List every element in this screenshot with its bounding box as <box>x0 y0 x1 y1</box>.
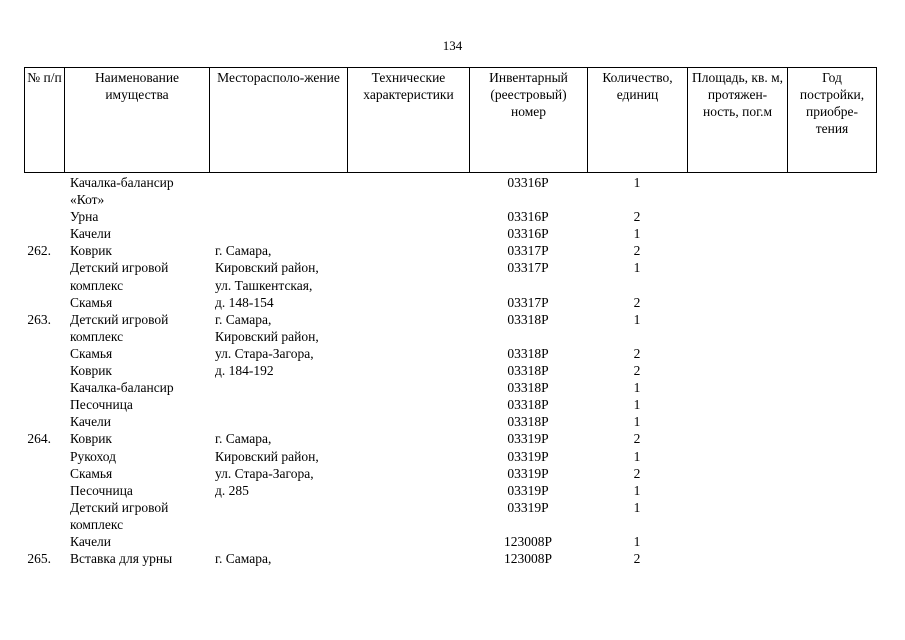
inventory-number: 03319Р <box>507 431 549 447</box>
table-row <box>24 277 876 294</box>
table-row <box>24 311 876 328</box>
item-name: Вставка для урны <box>70 551 173 567</box>
item-name: Качалка-балансир <box>70 175 174 190</box>
quantity: 2 <box>633 465 641 481</box>
row-number: 265. <box>27 551 51 567</box>
item-location: ул. Стара-Загора, <box>215 345 314 361</box>
item-name: Качалка-балансир <box>70 380 174 396</box>
item-location: г. Самара, <box>215 311 272 327</box>
quantity: 1 <box>633 226 641 242</box>
item-name: Рукоход <box>70 448 117 464</box>
inventory-number: 03318Р <box>507 414 549 430</box>
table-row <box>24 379 876 396</box>
quantity: 2 <box>633 551 641 567</box>
table-row <box>24 362 876 379</box>
quantity: 1 <box>633 533 641 549</box>
quantity: 2 <box>633 345 641 361</box>
table-row <box>24 413 876 430</box>
quantity: 2 <box>633 209 641 225</box>
header-technical: Технические характеристики <box>348 68 470 173</box>
item-name: Качели <box>70 414 112 430</box>
inventory-number: 03316Р <box>507 226 549 242</box>
table-row <box>24 328 876 345</box>
quantity: 1 <box>633 397 641 413</box>
header-location: Месторасполо-жение <box>210 68 348 173</box>
page-number: 134 <box>442 38 463 53</box>
table-row <box>24 396 876 413</box>
table-row <box>24 499 876 516</box>
row-number: 262. <box>27 243 51 259</box>
inventory-number: 03316Р <box>507 175 549 190</box>
item-name: Детский игровой <box>70 499 169 515</box>
quantity: 1 <box>633 499 641 515</box>
header-area: Площадь, кв. м, протяжен-ность, пог.м <box>688 68 788 173</box>
quantity: 2 <box>633 431 641 447</box>
table-row <box>24 208 876 225</box>
header-name: Наименование имущества <box>65 68 210 173</box>
inventory-number: 03319Р <box>507 448 549 464</box>
table-header <box>24 67 877 173</box>
quantity: 1 <box>633 311 641 327</box>
quantity: 1 <box>633 482 641 498</box>
table-row <box>24 294 876 311</box>
item-name: Коврик <box>70 431 112 447</box>
quantity: 1 <box>633 448 641 464</box>
item-name: Песочница <box>70 482 133 498</box>
header-inventory: Инвентарный (реестровый) номер <box>470 68 588 173</box>
inventory-number: 03318Р <box>507 397 549 413</box>
row-number: 263. <box>27 311 51 327</box>
item-location: ул. Стара-Загора, <box>215 465 314 481</box>
item-location: д. 148-154 <box>215 294 274 310</box>
quantity: 1 <box>633 260 641 276</box>
item-location: Кировский район, <box>215 328 319 344</box>
item-name: комплекс <box>70 516 124 532</box>
item-name: Урна <box>70 209 99 225</box>
inventory-number: 03318Р <box>507 345 549 361</box>
table-row <box>24 482 876 499</box>
item-name: Качели <box>70 226 112 242</box>
inventory-number: 03317Р <box>507 260 549 276</box>
item-location: ул. Ташкентская, <box>215 277 313 293</box>
item-name: Скамья <box>70 465 113 481</box>
table-row <box>24 430 876 447</box>
inventory-number: 123008Р <box>503 551 552 567</box>
inventory-number: 03317Р <box>507 294 549 310</box>
item-name: Скамья <box>70 345 113 361</box>
header-quantity: Количество, единиц <box>588 68 688 173</box>
table-row <box>24 345 876 362</box>
item-location: г. Самара, <box>215 243 272 259</box>
inventory-number: 123008Р <box>503 533 552 549</box>
quantity: 2 <box>633 243 641 259</box>
item-name: Качели <box>70 533 112 549</box>
inventory-number: 03318Р <box>507 311 549 327</box>
item-location: Кировский район, <box>215 260 319 276</box>
inventory-number: 03317Р <box>507 243 549 259</box>
table-row <box>24 191 876 208</box>
item-location: г. Самара, <box>215 551 272 567</box>
inventory-number: 03318Р <box>507 380 549 396</box>
item-name: Песочница <box>70 397 133 413</box>
item-name: «Кот» <box>70 192 105 208</box>
quantity: 2 <box>633 363 641 379</box>
item-location: д. 184-192 <box>215 363 274 379</box>
item-name: Коврик <box>70 243 112 259</box>
table-row <box>24 516 876 533</box>
quantity: 1 <box>633 175 641 190</box>
row-number: 264. <box>27 431 51 447</box>
item-name: комплекс <box>70 328 124 344</box>
inventory-number: 03319Р <box>507 499 549 515</box>
header-num: № п/п <box>25 68 65 173</box>
quantity: 1 <box>633 414 641 430</box>
item-location: Кировский район, <box>215 448 319 464</box>
header-year: Год постройки, приобре-тения <box>788 68 877 173</box>
inventory-number: 03316Р <box>507 209 549 225</box>
item-name: Детский игровой <box>70 311 169 327</box>
table-row <box>24 225 876 242</box>
item-location: г. Самара, <box>215 431 272 447</box>
inventory-number: 03319Р <box>507 465 549 481</box>
table-row <box>24 242 876 259</box>
item-location: д. 285 <box>215 482 249 498</box>
item-name: Коврик <box>70 363 112 379</box>
table-row <box>24 174 876 191</box>
item-name: Детский игровой <box>70 260 169 276</box>
inventory-number: 03319Р <box>507 482 549 498</box>
table-body <box>24 174 876 567</box>
table-row <box>24 448 876 465</box>
item-name: Скамья <box>70 294 113 310</box>
inventory-number: 03318Р <box>507 363 549 379</box>
table-row <box>24 465 876 482</box>
quantity: 2 <box>633 294 641 310</box>
quantity: 1 <box>633 380 641 396</box>
table-row <box>24 259 876 276</box>
item-name: комплекс <box>70 277 124 293</box>
table-row <box>24 533 876 550</box>
table-row <box>24 550 876 567</box>
